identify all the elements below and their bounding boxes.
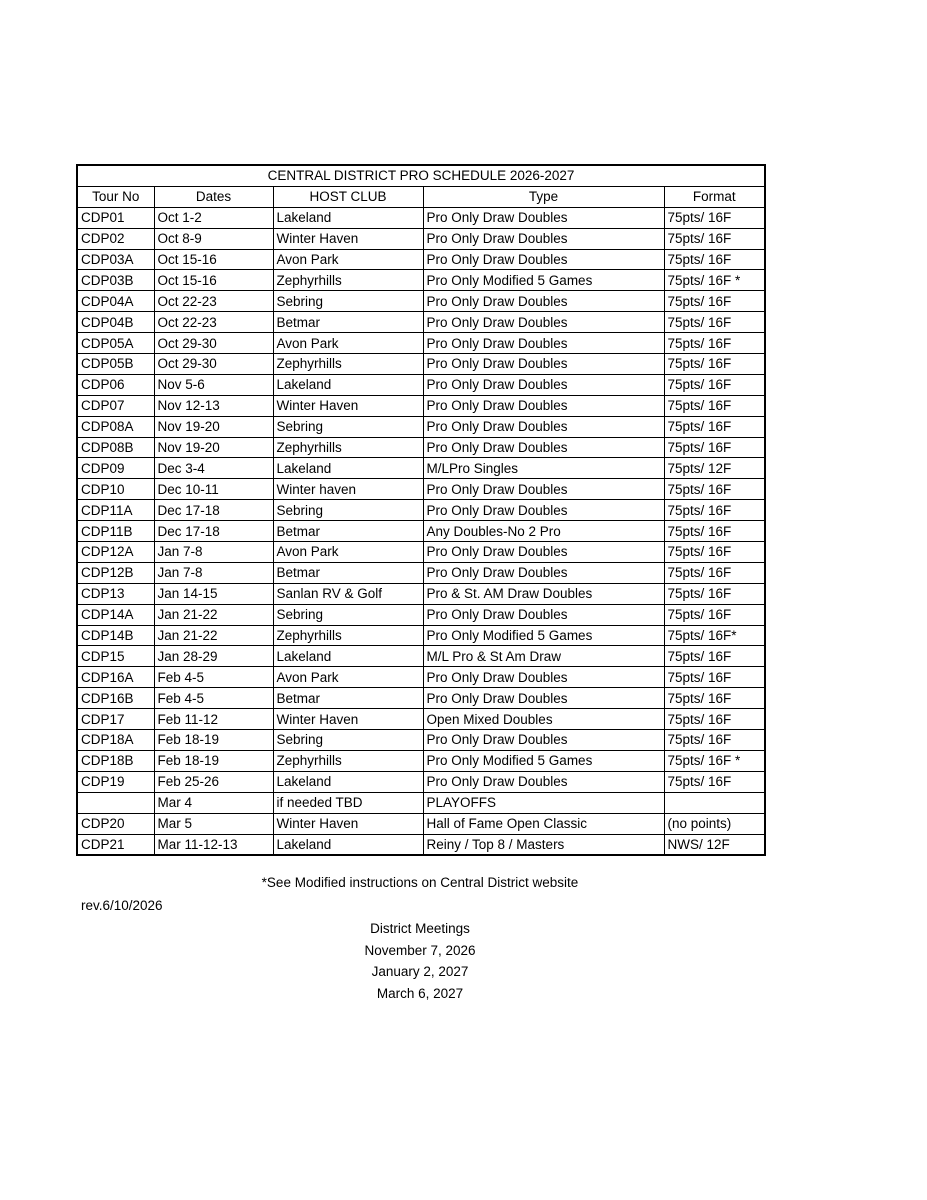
dates-cell: Jan 21-22 — [154, 604, 273, 625]
type-cell: M/LPro Singles — [423, 458, 664, 479]
dates-cell: Feb 4-5 — [154, 688, 273, 709]
dates-cell: Oct 29-30 — [154, 354, 273, 375]
format-cell: 75pts/ 16F — [664, 521, 765, 542]
host-club-cell: Avon Park — [273, 249, 423, 270]
type-cell: Any Doubles-No 2 Pro — [423, 521, 664, 542]
table-row — [77, 228, 765, 249]
format-cell: 75pts/ 16F — [664, 542, 765, 563]
host-club-cell: Sebring — [273, 604, 423, 625]
dates-cell: Nov 19-20 — [154, 416, 273, 437]
host-club-cell: Zephyrhills — [273, 625, 423, 646]
format-cell: 75pts/ 16F — [664, 688, 765, 709]
type-cell: Pro Only Draw Doubles — [423, 500, 664, 521]
tour-no-cell: CDP10 — [77, 479, 154, 500]
type-cell: Pro Only Draw Doubles — [423, 437, 664, 458]
host-club-cell: Zephyrhills — [273, 354, 423, 375]
table-row — [77, 562, 765, 583]
tour-no-cell: CDP13 — [77, 583, 154, 604]
tour-no-cell: CDP12A — [77, 542, 154, 563]
dates-cell: Oct 15-16 — [154, 249, 273, 270]
host-club-cell: Winter haven — [273, 479, 423, 500]
host-club-cell: Avon Park — [273, 542, 423, 563]
host-club-cell: Betmar — [273, 562, 423, 583]
format-cell: 75pts/ 16F* — [664, 625, 765, 646]
format-cell: 75pts/ 16F — [664, 583, 765, 604]
dates-cell: Dec 17-18 — [154, 521, 273, 542]
type-cell: Pro Only Draw Doubles — [423, 667, 664, 688]
type-cell: Pro Only Draw Doubles — [423, 416, 664, 437]
tour-no-cell: CDP05B — [77, 354, 154, 375]
table-row — [77, 395, 765, 416]
table-row — [77, 542, 765, 563]
tour-no-cell: CDP01 — [77, 207, 154, 228]
host-club-cell: Sebring — [273, 730, 423, 751]
host-club-cell: Lakeland — [273, 374, 423, 395]
type-cell: Pro Only Draw Doubles — [423, 479, 664, 500]
meeting-date: November 7, 2026 — [364, 942, 476, 958]
format-cell: 75pts/ 16F — [664, 395, 765, 416]
dates-cell: Oct 15-16 — [154, 270, 273, 291]
meeting-date: March 6, 2027 — [376, 985, 464, 1001]
table-row — [77, 291, 765, 312]
host-club-cell: Sebring — [273, 416, 423, 437]
tour-no-cell: CDP03B — [77, 270, 154, 291]
host-club-cell: Sebring — [273, 500, 423, 521]
table-row — [77, 249, 765, 270]
format-cell: (no points) — [664, 813, 765, 834]
format-cell: 75pts/ 16F — [664, 667, 765, 688]
dates-cell: Feb 4-5 — [154, 667, 273, 688]
host-club-cell: Winter Haven — [273, 228, 423, 249]
table-row — [77, 771, 765, 792]
type-cell: Pro Only Draw Doubles — [423, 312, 664, 333]
tour-no-cell: CDP14B — [77, 625, 154, 646]
table-row — [77, 437, 765, 458]
dates-cell: Oct 8-9 — [154, 228, 273, 249]
column-header-type: Type — [423, 186, 664, 207]
dates-cell: Jan 28-29 — [154, 646, 273, 667]
format-cell: 75pts/ 16F — [664, 207, 765, 228]
revision-date: rev.6/10/2026 — [81, 898, 163, 913]
tour-no-cell: CDP03A — [77, 249, 154, 270]
dates-cell: Jan 21-22 — [154, 625, 273, 646]
format-cell: 75pts/ 16F — [664, 479, 765, 500]
host-club-cell: Zephyrhills — [273, 270, 423, 291]
host-club-cell: Winter Haven — [273, 813, 423, 834]
dates-cell: Dec 3-4 — [154, 458, 273, 479]
footnote: *See Modified instructions on Central District website — [261, 875, 579, 890]
format-cell — [664, 792, 765, 813]
table-row — [77, 374, 765, 395]
type-cell: Reiny / Top 8 / Masters — [423, 834, 664, 855]
type-cell: Pro Only Modified 5 Games — [423, 625, 664, 646]
dates-cell: Feb 18-19 — [154, 730, 273, 751]
dates-cell: Oct 1-2 — [154, 207, 273, 228]
tour-no-cell: CDP08B — [77, 437, 154, 458]
dates-cell: Nov 12-13 — [154, 395, 273, 416]
tour-no-cell: CDP15 — [77, 646, 154, 667]
type-cell: Pro Only Modified 5 Games — [423, 750, 664, 771]
tour-no-cell: CDP19 — [77, 771, 154, 792]
format-cell: NWS/ 12F — [664, 834, 765, 855]
host-club-cell: Lakeland — [273, 771, 423, 792]
host-club-cell: Sanlan RV & Golf — [273, 583, 423, 604]
host-club-cell: Betmar — [273, 688, 423, 709]
table-row — [77, 416, 765, 437]
dates-cell: Feb 11-12 — [154, 709, 273, 730]
tour-no-cell: CDP18A — [77, 730, 154, 751]
format-cell: 75pts/ 16F — [664, 437, 765, 458]
host-club-cell: if needed TBD — [273, 792, 423, 813]
format-cell: 75pts/ 16F — [664, 709, 765, 730]
dates-cell: Jan 7-8 — [154, 542, 273, 563]
format-cell: 75pts/ 16F * — [664, 270, 765, 291]
format-cell: 75pts/ 16F — [664, 771, 765, 792]
type-cell: Open Mixed Doubles — [423, 709, 664, 730]
format-cell: 75pts/ 16F — [664, 312, 765, 333]
type-cell: Pro Only Draw Doubles — [423, 333, 664, 354]
format-cell: 75pts/ 16F — [664, 354, 765, 375]
tour-no-cell: CDP12B — [77, 562, 154, 583]
type-cell: Pro Only Draw Doubles — [423, 562, 664, 583]
meetings-heading: District Meetings — [370, 921, 470, 936]
type-cell: Pro Only Draw Doubles — [423, 542, 664, 563]
schedule-title: CENTRAL DISTRICT PRO SCHEDULE 2026-2027 — [77, 165, 765, 186]
host-club-cell: Lakeland — [273, 834, 423, 855]
dates-cell: Mar 4 — [154, 792, 273, 813]
column-header-format: Format — [664, 186, 765, 207]
table-row — [77, 207, 765, 228]
type-cell: Pro & St. AM Draw Doubles — [423, 583, 664, 604]
dates-cell: Oct 22-23 — [154, 291, 273, 312]
tour-no-cell: CDP11B — [77, 521, 154, 542]
tour-no-cell: CDP07 — [77, 395, 154, 416]
district-meetings — [270, 918, 570, 1004]
meeting-date: January 2, 2027 — [371, 964, 469, 979]
host-club-cell: Betmar — [273, 312, 423, 333]
type-cell: Pro Only Modified 5 Games — [423, 270, 664, 291]
type-cell: Pro Only Draw Doubles — [423, 228, 664, 249]
table-row — [77, 312, 765, 333]
type-cell: M/L Pro & St Am Draw — [423, 646, 664, 667]
type-cell: Pro Only Draw Doubles — [423, 730, 664, 751]
type-cell: Pro Only Draw Doubles — [423, 354, 664, 375]
tour-no-cell — [77, 792, 154, 813]
format-cell: 75pts/ 16F — [664, 291, 765, 312]
tour-no-cell: CDP09 — [77, 458, 154, 479]
host-club-cell: Lakeland — [273, 646, 423, 667]
table-row — [77, 834, 765, 855]
format-cell: 75pts/ 16F — [664, 500, 765, 521]
host-club-cell: Betmar — [273, 521, 423, 542]
table-row — [77, 792, 765, 813]
host-club-cell: Winter Haven — [273, 709, 423, 730]
tour-no-cell: CDP16B — [77, 688, 154, 709]
table-row — [77, 709, 765, 730]
host-club-cell: Avon Park — [273, 667, 423, 688]
title-row — [77, 165, 765, 186]
table-row — [77, 730, 765, 751]
tour-no-cell: CDP04A — [77, 291, 154, 312]
format-cell: 75pts/ 16F * — [664, 750, 765, 771]
table-row — [77, 333, 765, 354]
table-row — [77, 458, 765, 479]
host-club-cell: Winter Haven — [273, 395, 423, 416]
dates-cell: Dec 10-11 — [154, 479, 273, 500]
format-cell: 75pts/ 16F — [664, 249, 765, 270]
schedule-table — [76, 164, 766, 856]
host-club-cell: Sebring — [273, 291, 423, 312]
tour-no-cell: CDP18B — [77, 750, 154, 771]
type-cell: Pro Only Draw Doubles — [423, 374, 664, 395]
tour-no-cell: CDP02 — [77, 228, 154, 249]
tour-no-cell: CDP16A — [77, 667, 154, 688]
table-row — [77, 521, 765, 542]
table-row — [77, 813, 765, 834]
tour-no-cell: CDP21 — [77, 834, 154, 855]
dates-cell: Nov 19-20 — [154, 437, 273, 458]
type-cell: Hall of Fame Open Classic — [423, 813, 664, 834]
table-row — [77, 354, 765, 375]
tour-no-cell: CDP14A — [77, 604, 154, 625]
dates-cell: Oct 29-30 — [154, 333, 273, 354]
tour-no-cell: CDP17 — [77, 709, 154, 730]
type-cell: Pro Only Draw Doubles — [423, 207, 664, 228]
header-row — [77, 186, 765, 207]
dates-cell: Jan 14-15 — [154, 583, 273, 604]
host-club-cell: Zephyrhills — [273, 750, 423, 771]
tour-no-cell: CDP20 — [77, 813, 154, 834]
tour-no-cell: CDP06 — [77, 374, 154, 395]
tour-no-cell: CDP11A — [77, 500, 154, 521]
dates-cell: Mar 11-12-13 — [154, 834, 273, 855]
table-row — [77, 750, 765, 771]
type-cell: Pro Only Draw Doubles — [423, 688, 664, 709]
dates-cell: Jan 7-8 — [154, 562, 273, 583]
format-cell: 75pts/ 16F — [664, 374, 765, 395]
column-header-host-club: HOST CLUB — [273, 186, 423, 207]
table-row — [77, 583, 765, 604]
schedule-body — [77, 207, 765, 855]
type-cell: Pro Only Draw Doubles — [423, 771, 664, 792]
table-row — [77, 500, 765, 521]
format-cell: 75pts/ 16F — [664, 646, 765, 667]
tour-no-cell: CDP05A — [77, 333, 154, 354]
dates-cell: Nov 5-6 — [154, 374, 273, 395]
format-cell: 75pts/ 16F — [664, 333, 765, 354]
table-row — [77, 646, 765, 667]
format-cell: 75pts/ 16F — [664, 228, 765, 249]
table-row — [77, 479, 765, 500]
format-cell: 75pts/ 16F — [664, 604, 765, 625]
host-club-cell: Zephyrhills — [273, 437, 423, 458]
type-cell: Pro Only Draw Doubles — [423, 395, 664, 416]
type-cell: PLAYOFFS — [423, 792, 664, 813]
tour-no-cell: CDP08A — [77, 416, 154, 437]
column-header-tour-no: Tour No — [77, 186, 154, 207]
type-cell: Pro Only Draw Doubles — [423, 249, 664, 270]
dates-cell: Feb 25-26 — [154, 771, 273, 792]
host-club-cell: Lakeland — [273, 207, 423, 228]
dates-cell: Feb 18-19 — [154, 750, 273, 771]
host-club-cell: Lakeland — [273, 458, 423, 479]
type-cell: Pro Only Draw Doubles — [423, 291, 664, 312]
column-header-dates: Dates — [154, 186, 273, 207]
table-row — [77, 604, 765, 625]
type-cell: Pro Only Draw Doubles — [423, 604, 664, 625]
dates-cell: Mar 5 — [154, 813, 273, 834]
table-row — [77, 688, 765, 709]
format-cell: 75pts/ 16F — [664, 562, 765, 583]
table-row — [77, 667, 765, 688]
format-cell: 75pts/ 16F — [664, 416, 765, 437]
dates-cell: Dec 17-18 — [154, 500, 273, 521]
table-row — [77, 270, 765, 291]
table-row — [77, 625, 765, 646]
format-cell: 75pts/ 16F — [664, 730, 765, 751]
host-club-cell: Avon Park — [273, 333, 423, 354]
dates-cell: Oct 22-23 — [154, 312, 273, 333]
tour-no-cell: CDP04B — [77, 312, 154, 333]
format-cell: 75pts/ 12F — [664, 458, 765, 479]
